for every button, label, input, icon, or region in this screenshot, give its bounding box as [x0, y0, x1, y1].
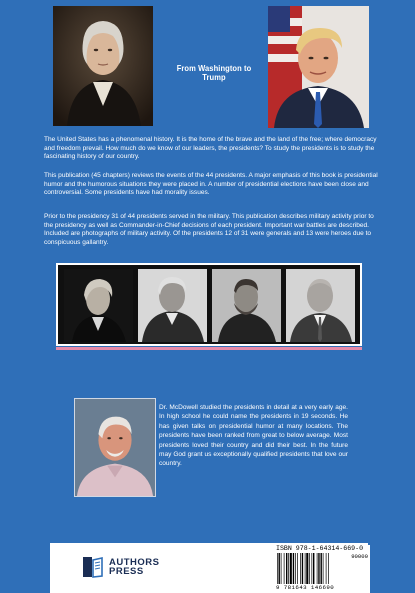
- price-code: 90000: [351, 553, 368, 560]
- author-bio: Dr. McDowell studied the presidents in detail at a very early age. In high school he could name the presidents in 19 seconds. He has given talks on presidential humor at many locations. The presidents have been ranked from great to below average. Most presidents loved their country and did their best. In the future may God grant us exceptionally qualified presidents that love our country.: [159, 404, 348, 468]
- barcode-number: 9 781643 146690: [276, 584, 335, 591]
- description-paragraph: This publication (45 chapters) reviews the events of the 44 presidents. A major emphasis of this book is presidential humor and the humorous situations they were placed in. A number of presidential elections have been close and controversial. Some presidents have had morality issues.: [44, 172, 378, 197]
- gallery-portrait: [212, 269, 281, 342]
- washington-portrait: [53, 6, 153, 126]
- author-photo: [74, 398, 156, 497]
- isbn-label: ISBN 978-1-64314-669-0: [276, 545, 364, 552]
- description-paragraph: Prior to the presidency 31 of 44 presidents served in the military. This publication describes military activity prior to the presidency as well as Commander-in-Chief decisions of each president. Important war battles are described. Included are photographs of military activity. Of the presidents 12 of 31 were generals and 13 were heroes due to conspicuous gallantry.: [44, 213, 374, 246]
- accent-line: [56, 347, 362, 350]
- gallery-portrait: [64, 269, 133, 342]
- barcode-bars: [276, 553, 346, 584]
- gallery-portrait: [138, 269, 207, 342]
- description-paragraph: The United States has a phenomenal history. It is the home of the brave and the land of the free; where democracy and freedom prevail. How much do we know of our leaders, the presidents? To study the presidents is to study the fascinating history of our country.: [44, 136, 377, 161]
- trump-portrait: [268, 6, 369, 128]
- book-logo-icon: [82, 556, 104, 578]
- publisher-name-line2: PRESS: [109, 566, 144, 577]
- gallery-portrait: [286, 269, 355, 342]
- publisher-name-line1: AUTHORS: [109, 557, 160, 568]
- tagline: From Washington to Trump: [176, 64, 252, 82]
- publisher-logo: [82, 556, 159, 578]
- isbn-barcode: [276, 545, 370, 593]
- portrait-gallery: [56, 263, 362, 346]
